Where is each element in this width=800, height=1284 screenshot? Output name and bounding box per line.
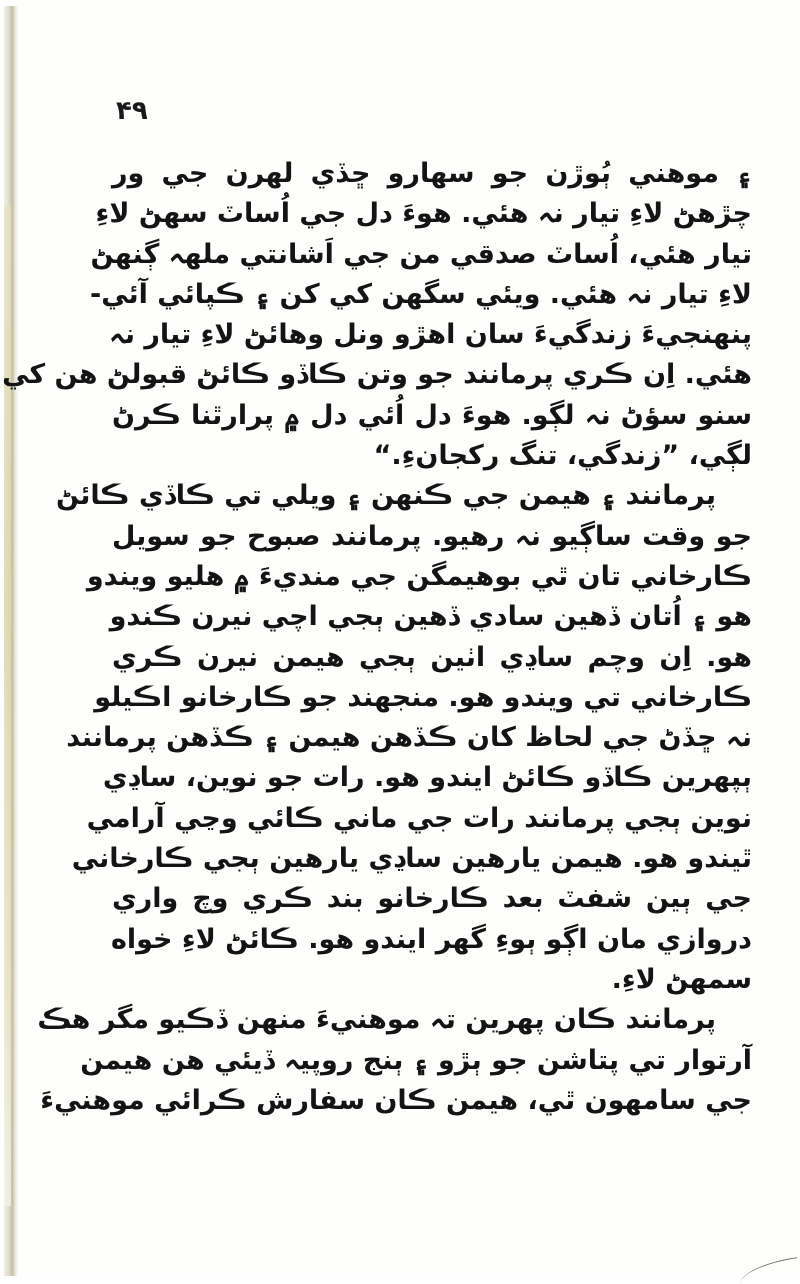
text-line: جو وقت ساڳيو نہ رهيو. پرمانند صبوح جو سويل xyxy=(112,520,752,552)
text-line: جي سامهون ٿي، هيمن ڪان سفارش ڪرائي موهنيءَ xyxy=(40,1084,752,1116)
text-line: تيار هئي، اُساٽ صدقي من جي اَشانتي ملهہ ڳنهڻ xyxy=(90,238,752,270)
text-line: دروازي مان اڳو ٻوءِ گهر ايندو هو. ڪائڻ لاءِ خواه xyxy=(110,923,752,955)
text-line: سنو سؤڻ نہ لڳو. هوءَ دل اُئي دل ۾ پرارٿنا ڪرڻ xyxy=(112,399,752,431)
text-line: ٿيندو هو. هيمن يارهين ساڍي يارهين ٻجي ڪارخاني xyxy=(71,843,752,875)
text-line: هئي. اِن ڪري پرمانند جو وتن ڪاڏو ڪائڻ قبولڻ هن کي xyxy=(2,359,752,391)
text-line: سمهڻ لاءِ. xyxy=(611,963,752,995)
page-number: ۴۹ xyxy=(116,96,148,126)
text-line: ڪارخاني تان ٿي بوهيمگن جي منديءَ ۾ هليو ويندو xyxy=(86,560,752,592)
text-line: نہ ڇڏڻ جي لحاظ کان ڪڏهن هيمن ۽ ڪڏهن پرمانند xyxy=(66,722,752,754)
text-line: پرمانند ڪان پهرين تہ موهنيءَ منهن ڏڪيو مگر هڪ xyxy=(37,1004,716,1036)
text-line: چڙهڻ لاءِ تيار نہ هئي. هوءَ دل جي اُساٽ سهڻ لاءِ xyxy=(95,198,752,230)
paragraph-1 xyxy=(2,154,752,476)
page-spine-edge xyxy=(4,6,18,1276)
text-line: نوين ٻجي پرمانند رات جي ماني ڪائي وڃي آرامي xyxy=(86,802,752,834)
text-line: لڳي، ”زندگي، تنگ رکجانءِ.“ xyxy=(373,440,752,472)
text-line: آرتوار تي پتاشن جو ٻڙو ۽ ٻنج روپيہ ڏيئي هن هيمن xyxy=(80,1044,752,1076)
paragraph-3 xyxy=(37,1000,752,1121)
text-line: لاءِ تيار نہ هئي. ويئي سگهن کي کن ۽ ڪپائي آئي- xyxy=(89,278,752,310)
text-line: جي ٻين شفٽ بعد ڪارخانو بند ڪري وچ واري xyxy=(112,883,752,915)
text-line: ٻپهرين ڪاڏو ڪائڻ ايندو هو. رات جو نوين، ساڍي xyxy=(102,762,752,794)
text-line: پرمانند ۽ هيمن جي ڪنهن ۽ ويلي تي ڪاڏي ڪائڻ xyxy=(55,480,716,512)
body-text xyxy=(2,154,752,1121)
text-line: پنهنجيءَ زندگيءَ سان اهڙو ونل وهائڻ لاءِ تيار نہ xyxy=(109,319,752,351)
paragraph-2 xyxy=(55,476,752,1000)
text-line: ڪارخاني تي ويندو هو. منجهند جو ڪارخانو اڪيلو xyxy=(94,681,752,713)
text-line: هو. اِن وچم ساڍي اٺين ٻجي هيمن نيرن ڪري xyxy=(112,641,752,673)
text-line: هو ۽ اُتان ڏهين سادي ڏهين ٻجي اچي نيرن ڪندو xyxy=(109,601,752,633)
text-line: ۽ موهني ٻُوڙن جو سهارو ڇڏي لهرن جي ور xyxy=(112,158,752,189)
page-corner-curl xyxy=(738,1257,800,1284)
